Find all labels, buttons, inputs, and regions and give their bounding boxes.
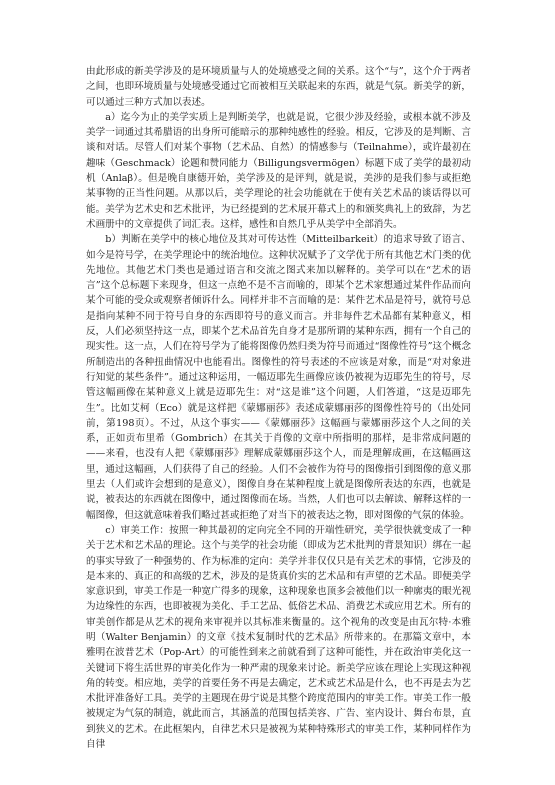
paragraph-a-judgment-aesthetics: a）迄今为止的美学实质上是判断美学，也就是说，它很少涉及经验，或根本就不涉及美学一词通过其希腊语的出身所可能暗示的那种纯感性的经验。相反，它涉及的是判断、言谈和对话。尽管人们对某个事物（艺术品、自然）的情感参与（Teilnahme），或许最初在趣味（Geschmack）论题和赞同能力（Billigungsvermögen）标题下成了美学的最初动机（Anlaβ）。但是晚自康德开始，美学涉及的是评判，就是说，美涉的是我们参与或拒绝某事物的正当性问题。从那以后，美学理论的社会功能就在于使有关艺术品的谈话得以可能。美学为艺术史和艺术批评，为已经提到的艺术展开幕式上的和颁奖典礼上的致辞，为艺术画册中的文章提供了词汇表。这样，感性和自然几乎从美学中全部消失。 — [86, 111, 471, 230]
paragraph-b-semiotics: b）判断在美学中的核心地位及其对可传达性（Mitteilbarkeit）的追求导致了语言、如今是符号学，在美学理论中的统治地位。这种状况赋予了文学优于所有其他艺术门类的优先地位。其他艺术门类也是通过语言和交流之图式来加以解释的。美学可以在“艺术的语言”这个总标题下来现身，但这一点绝不是不言而喻的，即某个艺术家想通过某件作品而向某个可能的受众或观察者倾诉什么。同样并非不言而喻的是：某件艺术品是符号，就符号总是指向某种不同于符号自身的东西即符号的意义而言。并非每件艺术品都有某种意义，相反，人们必须坚持这一点，即某个艺术品首先自身才是那所谓的某种东西，拥有一个自己的现实性。这一点，人们在符号学为了能将图像仍然归类为符号而通过“图像性符号”这个概念所制造出的各种扭曲情况中也能看出。图像性的符号表述的不应该是对象，而是“对对象进行知觉的某些条件”。通过这种运用，一幅迈耶先生画像应该仍被视为迈耶先生的符号，尽管这幅画像在某种意义上就是迈耶先生：对“这是谁”这个问题，人们答道，“这是迈耶先生”。比如艾柯（Eco）就是这样把《蒙娜丽莎》表述成蒙娜丽莎的图像性符号的（出处同前，第198页）。不过，从这个事实——《蒙娜丽莎》这幅画与蒙娜丽莎这个人之间的关系，正如贡布里希（Gombrich）在其关于肖像的文章中所指明的那样，是非常成问题的——来看，也没有人把《蒙娜丽莎》理解成蒙娜丽莎这个人，而是理解成画，在这幅画这里，通过这幅画，人们获得了自己的经验。人们不会被作为符号的图像指引到图像的意义那里去（人们或许会想到的是意义），图像自身在某种程度上就是图像所表达的东西，也就是说，被表达的东西就在图像中，通过图像而在场。当然，人们也可以去解读、解释这样的一幅图像，但这就意味着我们略过甚或拒绝了对当下的被表达之物，即对图像的气氛的体验。 — [86, 234, 471, 521]
paragraph-intro: 由此形成的新美学涉及的是环境质量与人的处境感受之间的关系。这个“与”，这个介于两者之间，也即环境质量与处境感受通过它而被相互关联起来的东西，就是气氛。新美学的新，可以通过三种方式加以表述。 — [86, 66, 471, 108]
document-page — [86, 64, 471, 752]
paragraph-c-aesthetic-work: c）审美工作：按照一种其最初的定向完全不同的开端性研究，美学很快就变成了一种关于艺术和艺术品的理论。这个与美学的社会功能（即成为艺术批判的背景知识）绑在一起的事实导致了一种强势的、作为标准的定向：美学并非仅仅只是有关艺术的事情，它涉及的是本来的、真正的和高级的艺术，涉及的是货真价实的艺术品和有声望的艺术品。即便美学家意识到，审美工作是一种宽广得多的现象，这种现象也顶多会被他们以一种廓夷的眼光视为边缘性的东西，也即被视为美化、手工艺品、低俗艺术品、消费艺术或应用艺术。所有的审美创作都是从艺术的视角来审视并以其标准来衡量的。这个视角的改变是由瓦尔特·本雅明（Walter Benjamin）的文章《技术复制时代的艺术品》所带来的。在那篇文章中，本雅明在波普艺术（Pop-Art）的可能性到来之前就看到了这种可能性，并在政治审美化这一关键词下将生活世界的审美化作为一种严肃的现象来讨论。新美学应该在理论上实现这种视角的转变。相应地，美学的首要任务不再是去确定，艺术或艺术品是什么，也不再是去为艺术批评准备好工具。美学的主题现在毋宁说是其整个跨度范围内的审美工作。审美工作一般被规定为气氛的制造，就此而言，其涵盖的范围包括美容、广告、室内设计、舞台布景，直到狭义的艺术。在此框架内，自律艺术只是被视为某种特殊形式的审美工作，某种同样作为自律 — [86, 524, 471, 751]
